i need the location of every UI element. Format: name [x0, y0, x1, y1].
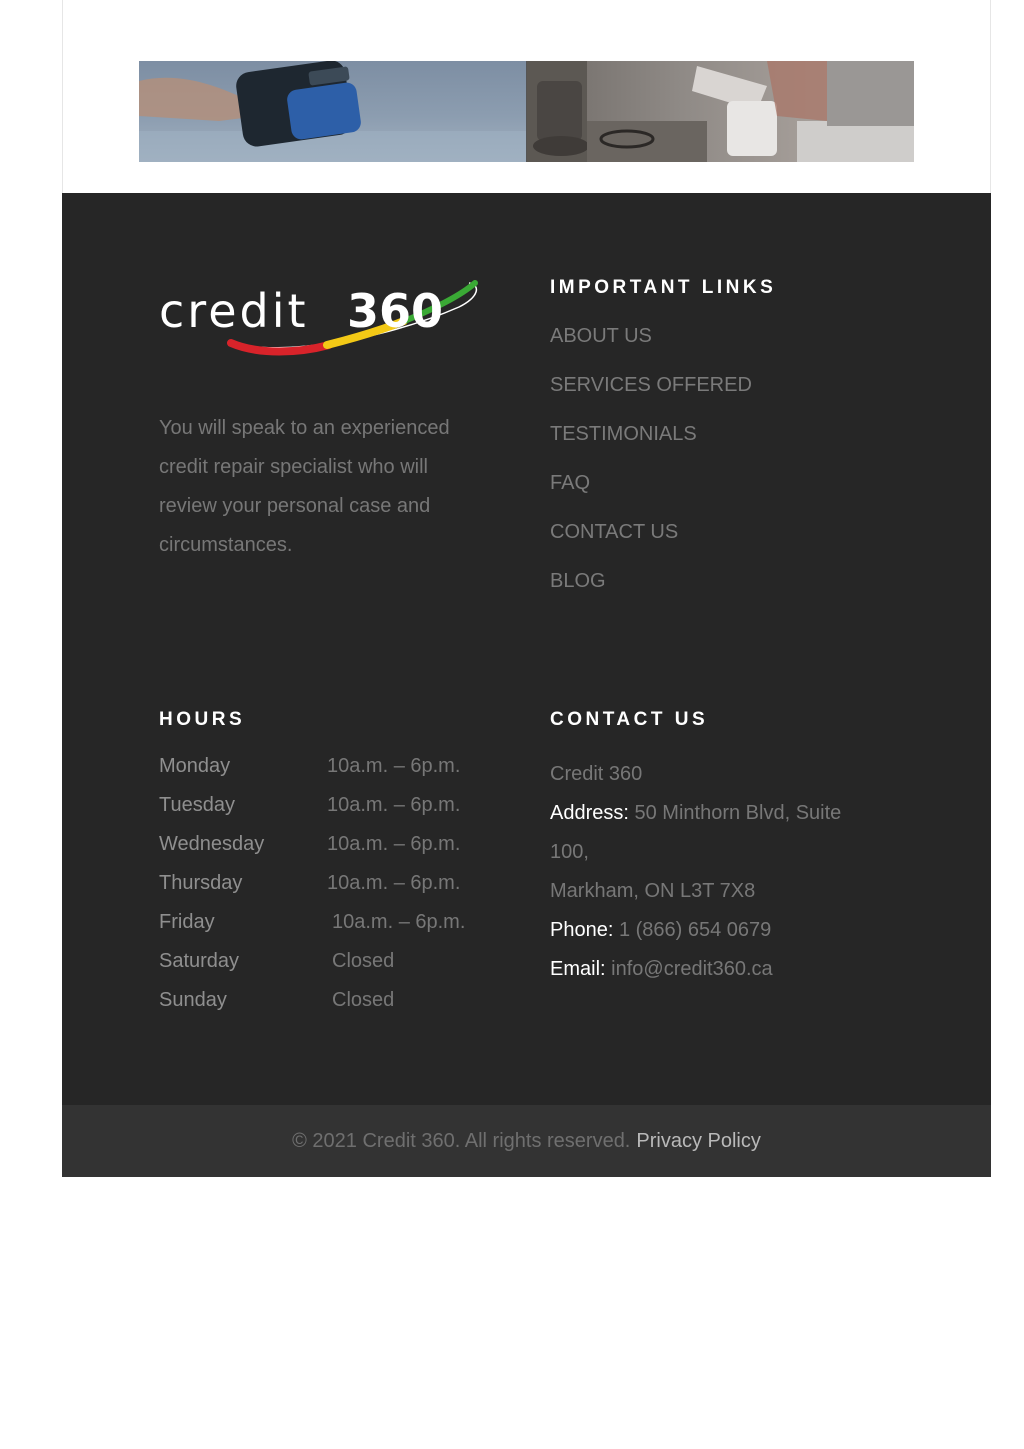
address-line-3: Markham, ON L3T 7X8 — [550, 880, 756, 902]
company-name: Credit 360 — [550, 763, 643, 785]
email-value[interactable]: info@credit360.ca — [611, 958, 773, 980]
hours-time: 10a.m. – 6p.m. — [327, 755, 461, 777]
about-us-link[interactable]: ABOUT US — [550, 325, 652, 347]
faq-link[interactable]: FAQ — [550, 472, 591, 494]
logo-text-credit: credit — [159, 284, 309, 338]
hours-day: Thursday — [159, 872, 243, 894]
contact-heading: CONTACT US — [550, 709, 709, 730]
services-offered-link[interactable]: SERVICES OFFERED — [550, 374, 752, 396]
blog-link[interactable]: BLOG — [550, 570, 606, 592]
privacy-policy-link[interactable]: Privacy Policy — [636, 1129, 761, 1152]
hours-time: 10a.m. – 6p.m. — [327, 833, 461, 855]
important-links-heading: IMPORTANT LINKS — [550, 277, 777, 298]
link-item — [550, 570, 752, 619]
site-footer — [62, 193, 991, 1105]
hours-time: Closed — [332, 989, 395, 1011]
link-item — [550, 325, 752, 374]
copyright-text: © 2021 Credit 360. All rights reserved. — [292, 1129, 631, 1152]
phone-value[interactable]: 1 (866) 654 0679 — [618, 919, 772, 941]
logo-text-360: 360 — [347, 284, 444, 338]
hours-heading: HOURS — [159, 709, 246, 730]
banner-images — [139, 61, 914, 162]
important-links-list — [550, 325, 752, 619]
address-line-2: 100, — [550, 841, 589, 863]
address-label: Address: — [550, 802, 629, 824]
hours-time: 10a.m. – 6p.m. — [327, 872, 461, 894]
address-line — [550, 794, 870, 833]
address-value: 50 Minthorn Blvd, Suite — [634, 802, 842, 824]
phone-label: Phone: — [550, 919, 614, 941]
phone-line — [550, 911, 870, 950]
hours-day: Tuesday — [159, 794, 235, 816]
testimonials-link[interactable]: TESTIMONIALS — [550, 423, 697, 445]
link-item — [550, 521, 752, 570]
hours-time: Closed — [332, 950, 395, 972]
footer-description: You will speak to an experienced credit repair specialist who will review your personal case and circumstances. — [159, 417, 450, 556]
link-item — [550, 472, 752, 521]
hours-day: Sunday — [159, 989, 227, 1011]
hours-day: Saturday — [159, 950, 240, 972]
hours-day: Wednesday — [159, 833, 265, 855]
link-item — [550, 423, 752, 472]
hours-time: 10a.m. – 6p.m. — [332, 911, 466, 933]
credit360-logo[interactable] — [159, 267, 489, 363]
contact-block — [550, 755, 870, 989]
contact-us-link[interactable]: CONTACT US — [550, 521, 679, 543]
hours-day: Friday — [159, 911, 215, 933]
hours-day: Monday — [159, 755, 231, 777]
copyright-bar — [62, 1105, 991, 1177]
hours-time: 10a.m. – 6p.m. — [327, 794, 461, 816]
link-item — [550, 374, 752, 423]
payment-terminal-image — [139, 61, 526, 162]
desk-paperwork-image — [526, 61, 915, 162]
email-line — [550, 950, 870, 989]
email-label: Email: — [550, 958, 606, 980]
